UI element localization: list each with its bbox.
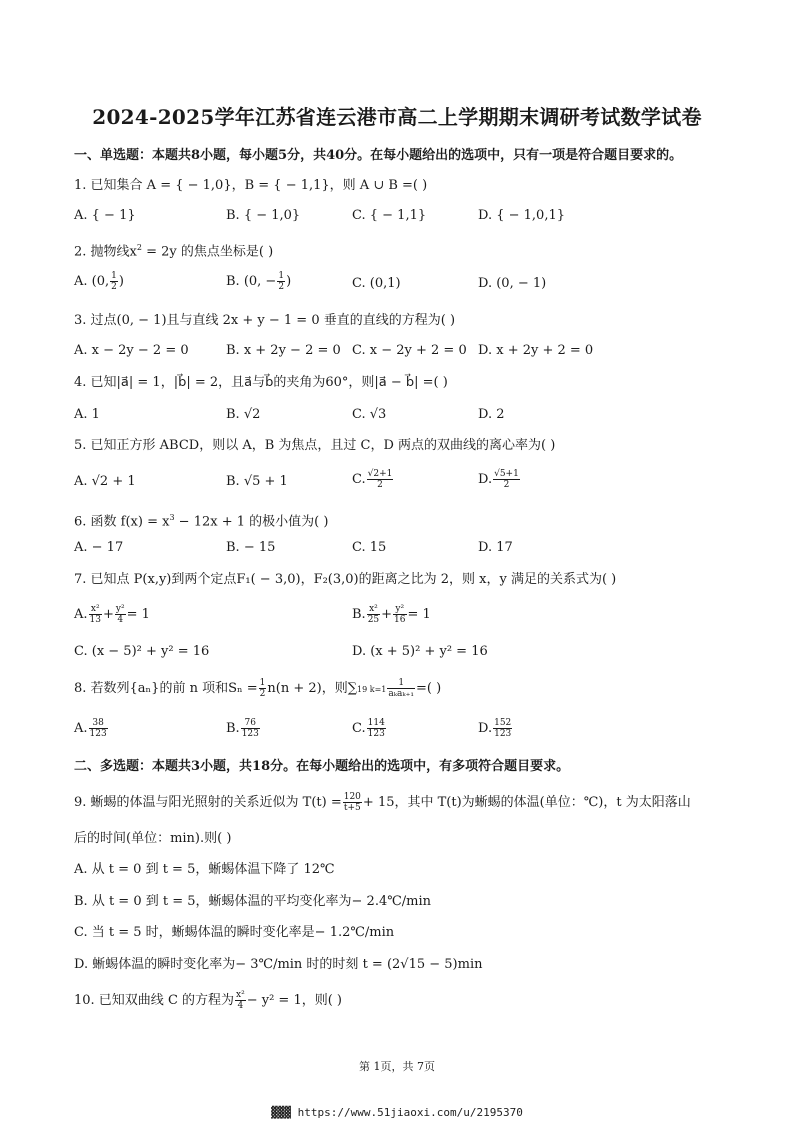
q7-a-mid: + [102,607,114,622]
q4-option-c: C. √3 [352,407,387,422]
q8-b-fraction [241,718,260,739]
q6-stem-post: − 12x + 1 的极小值为( ) [174,514,329,530]
q8-a-num: 38 [89,718,108,729]
question-7-stem: 7. 已知点 P(x,y)到两个定点F₁( − 3,0)，F₂(3,0)的距离之比为 2，则 x，y 满足的关系式为( ) [74,572,617,587]
q5-d-den: 2 [503,480,510,490]
q2-a-fraction [110,271,118,292]
q9-stem-num: 120 [343,792,361,802]
question-2-stem [74,238,273,262]
q2-b-num: 1 [278,271,285,281]
q4-option-d: D. 2 [478,407,505,422]
q6-option-a: A. − 17 [74,540,124,555]
q5-option-b: B. √5 + 1 [226,474,288,489]
q8-stem-den1: 2 [259,689,266,699]
q8-option-c [352,718,387,740]
q2-b-pre: B. (0, − [226,274,277,289]
q9-option-b: B. 从 t = 0 到 t = 5，蜥蜴体温的平均变化率为− 2.4℃/min [74,894,431,909]
question-1-stem: 1. 已知集合 A = { − 1,0}，B = { − 1,1}，则 A ∪ B =( ) [74,178,428,193]
q3-option-b: B. x + 2y − 2 = 0 [226,343,341,358]
q8-d-pre: D. [478,721,493,736]
q5-option-d [478,469,521,491]
q5-option-c [352,469,394,491]
q6-option-c: C. 15 [352,540,387,555]
q8-option-d [478,718,513,740]
question-4-stem: 4. 已知|a⃗| = 1，|b⃗| = 2，且a⃗与b⃗的夹角为60°，则|a⃗ − b⃗| =( ) [74,375,448,390]
q2-option-c: C. (0,1) [352,276,401,291]
q7-a-num2: y² [115,604,125,614]
q4-option-b: B. √2 [226,407,261,422]
q8-b-pre: B. [226,721,240,736]
q7-option-b [352,604,431,626]
q8-stem-mid: n(n + 2)，则∑ [267,681,357,696]
q8-d-num: 152 [494,718,512,728]
q8-stem-pre: 8. 若数列{aₙ}的前 n 项和Sₙ = [74,681,258,696]
q5-c-num: √2+1 [367,469,393,479]
q5-d-num: √5+1 [494,469,519,479]
q8-stem-den2: aₖaₖ₊₁ [388,689,415,699]
q3-option-c: C. x − 2y + 2 = 0 [352,343,467,358]
q7-a-post: = 1 [126,607,150,622]
q7-b-den2: 16 [394,615,406,625]
q10-stem-den: 4 [237,1001,244,1011]
q2-b-den: 2 [278,282,285,292]
q10-stem-pre: 10. 已知双曲线 C 的方程为 [74,993,235,1008]
q3-option-a: A. x − 2y − 2 = 0 [74,343,189,358]
q8-a-fraction [89,718,108,739]
q2-option-b [226,271,291,293]
q8-c-fraction [367,718,386,739]
question-5-stem: 5. 已知正方形 ABCD，则以 A，B 为焦点，且过 C，D 两点的双曲线的离心率为( ) [74,438,556,453]
q2-stem-pre: 2. 抛物线x [74,244,137,260]
q1-option-a: A. { − 1} [74,208,136,223]
q9-stem-fraction [343,792,362,813]
q7-a-pre: A. [74,607,88,622]
q10-stem-post: − y² = 1，则( ) [246,993,343,1008]
q2-a-pre: A. (0, [74,274,110,289]
q6-option-d: D. 17 [478,540,513,555]
q6-stem-pre: 6. 函数 f(x) = x [74,514,170,530]
page-title: 2024-2025学年江苏省连云港市高二上学期期末调研考试数学试卷 [92,105,702,129]
section-header-multiple-choice: 二、多选题：本题共3小题，共18分。在每小题给出的选项中，有多项符合题目要求。 [74,759,570,774]
q5-c-fraction [367,469,394,490]
q8-a-pre: A. [74,721,88,736]
q6-stem-sup: 3 [169,513,175,522]
q8-c-num: 114 [367,718,385,728]
q7-option-c: C. (x − 5)² + y² = 16 [74,644,210,659]
question-9-stem [74,792,691,813]
q5-d-fraction [493,469,520,490]
q7-option-d: D. (x + 5)² + y² = 16 [352,644,488,659]
q5-c-pre: C. [352,472,366,487]
q10-stem-num: x² [236,990,245,1000]
q2-b-fraction [277,271,285,292]
watermark-url: ▓▓▓ https://www.51jiaoxi.com/u/2195370 [271,1106,523,1119]
q9-option-d: D. 蜥蜴体温的瞬时变化率为− 3℃/min 时的时刻 t = (2√15 − 5)min [74,957,483,972]
q8-option-b [226,718,261,740]
q7-b-pre: B. [352,607,366,622]
q2-option-d: D. (0, − 1) [478,276,547,291]
q8-a-den: 123 [89,729,107,739]
q7-a-num1: x² [89,604,102,615]
section-header-single-choice: 一、单选题：本题共8小题，每小题5分，共40分。在每小题给出的选项中，只有一项是符合题目要求的。 [74,148,683,163]
q5-option-a: A. √2 + 1 [74,474,136,489]
q1-option-b: B. { − 1,0} [226,208,301,223]
q9-stem-den: t+5 [343,803,361,813]
q8-b-den: 123 [241,729,259,739]
q8-stem-num1: 1 [259,678,266,688]
q8-c-pre: C. [352,721,366,736]
q8-stem-frac2 [387,678,415,699]
q9-stem-pre: 9. 蜥蜴的体温与阳光照射的关系近似为 T(t) = [74,795,342,810]
q6-option-b: B. − 15 [226,540,276,555]
q2-a-num: 1 [111,271,117,281]
q1-option-d: D. { − 1,0,1} [478,208,566,223]
q7-b-frac1 [367,604,380,625]
page-footer: 第 1页，共 7页 [359,1060,435,1073]
q1-option-c: C. { − 1,1} [352,208,427,223]
q10-stem-fraction [235,990,246,1011]
question-10-stem [74,990,342,1011]
q9-stem-post: + 15，其中 T(t)为蜥蜴的体温(单位：℃)，t 为太阳落山 [362,795,691,810]
question-3-stem: 3. 过点(0, − 1)且与直线 2x + y − 1 = 0 垂直的直线的方程为( ) [74,313,456,328]
q7-b-mid: + [381,607,393,622]
q7-b-num2: y² [393,604,406,615]
q8-b-num: 76 [241,718,260,729]
q8-option-a [74,718,109,740]
q2-stem-post: = 2y 的焦点坐标是( ) [141,244,274,260]
q2-option-a [74,271,124,293]
q5-c-den: 2 [377,480,383,490]
q2-b-post: ) [286,274,292,289]
q8-stem-frac1 [259,678,267,699]
q5-d-pre: D. [478,472,493,487]
q9-option-a: A. 从 t = 0 到 t = 5，蜥蜴体温下降了 12℃ [74,862,335,877]
q7-a-frac1 [89,604,102,625]
q7-option-a [74,604,150,626]
q7-b-frac2 [393,604,406,625]
q8-stem-sum-limits: 19 k=1 [357,685,387,694]
q7-b-post: = 1 [407,607,431,622]
q3-option-d: D. x + 2y + 2 = 0 [478,343,594,358]
q7-b-num1: x² [367,604,380,615]
question-9-stem-line2: 后的时间(单位：min).则( ) [74,831,232,846]
q2-stem-sup: 2 [136,243,142,252]
q8-stem-num2: 1 [387,678,415,689]
question-8-stem [74,678,441,700]
q9-option-c: C. 当 t = 5 时，蜥蜴体温的瞬时变化率是− 1.2℃/min [74,925,395,940]
q7-a-den1: 13 [89,615,101,625]
q2-a-den: 2 [111,282,117,292]
q4-option-a: A. 1 [74,407,100,422]
q7-a-frac2 [115,604,126,625]
q8-stem-post: =( ) [416,681,442,696]
q8-c-den: 123 [367,729,385,739]
q8-d-fraction [493,718,512,739]
q7-b-den1: 25 [367,615,380,625]
q2-a-post: ) [118,274,124,289]
question-6-stem [74,508,328,532]
q8-d-den: 123 [494,729,512,739]
q7-a-den2: 4 [117,615,124,625]
